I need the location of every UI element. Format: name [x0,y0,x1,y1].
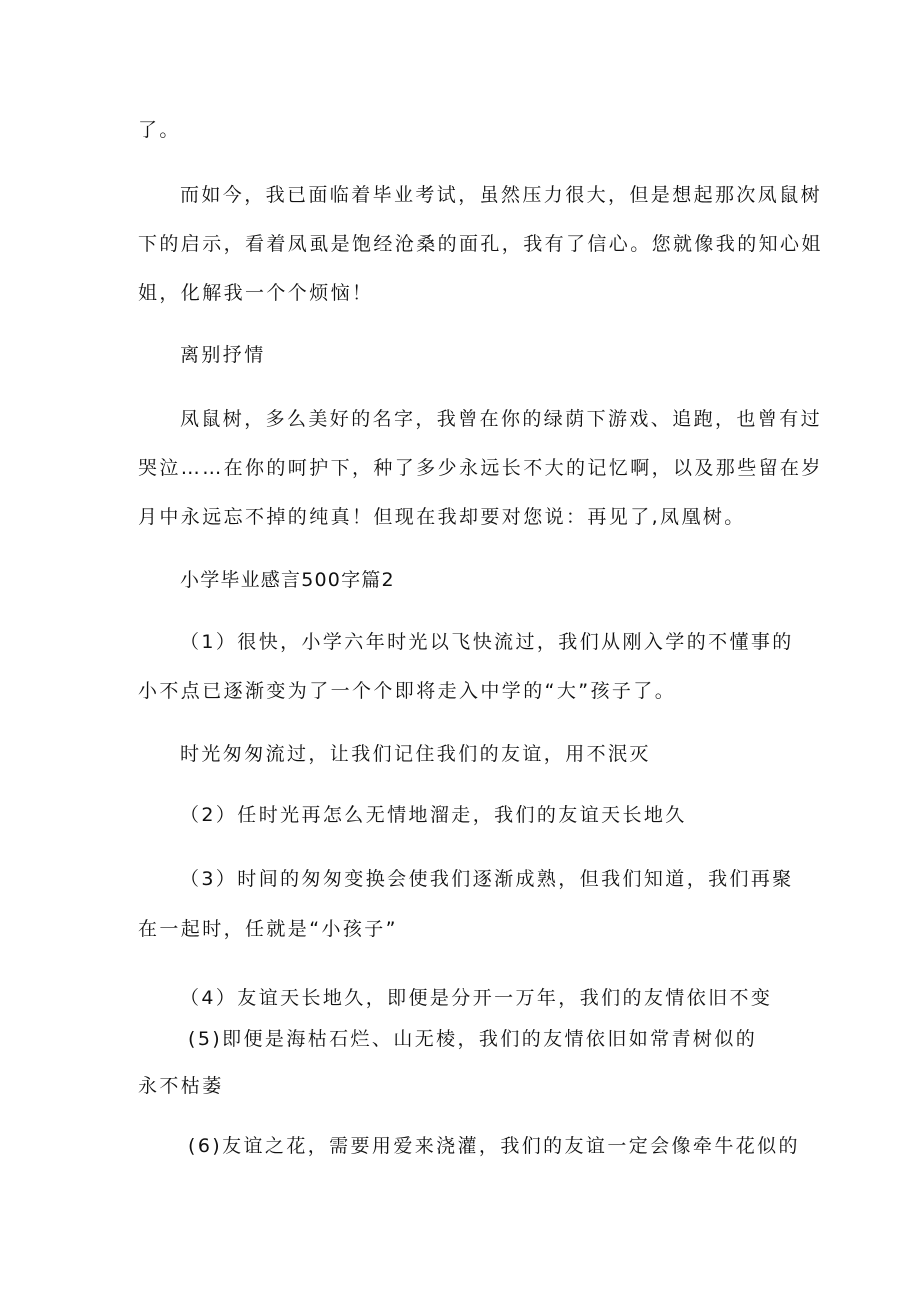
section-heading: 小学毕业感言500字篇2 [180,569,395,591]
text-line: （1）很快，小学六年时光以飞快流过，我们从刚入学的不懂事的 [180,631,794,653]
text-line: 月中永远忘不掉的纯真！但现在我却要对您说：再见了,凤凰树。 [138,506,746,528]
text-line: 哭泣……在你的呵护下，种了多少永远长不大的记忆啊，以及那些留在岁 [138,457,823,479]
text-line: （2）任时光再怎么无情地溜走，我们的友谊天长地久 [180,804,687,826]
text-line: 在一起时，任就是“小孩子” [138,918,398,940]
text-line: 姐，化解我一个个烦恼！ [138,282,374,304]
text-line: （3）时间的匆匆变换会使我们逐渐成熟，但我们知道，我们再聚 [180,868,794,890]
section-heading: 离别抒情 [180,344,266,366]
text-line: 而如今，我已面临着毕业考试，虽然压力很大，但是想起那次凤鼠树 [180,184,823,206]
text-line: (6)友谊之花，需要用爱来浇灌，我们的友谊一定会像牵牛花似的 [188,1135,800,1157]
text-line: 时光匆匆流过，让我们记住我们的友谊，用不泯灭 [180,743,651,765]
text-line: （4）友谊天长地久，即便是分开一万年，我们的友情依旧不变 [180,987,773,1009]
text-line: 了。 [138,119,181,141]
text-line: 小不点已逐渐变为了一个个即将走入中学的“大”孩子了。 [138,680,677,702]
text-line: 下的启示，看着凤虱是饱经沧桑的面孔，我有了信心。您就像我的知心姐 [138,233,823,255]
text-line: 永不枯萎 [138,1075,224,1097]
text-line: (5)即便是海枯石烂、山无棱，我们的友情依旧如常青树似的 [188,1028,758,1050]
text-line: 凤鼠树，多么美好的名字，我曾在你的绿荫下游戏、追跑，也曾有过 [180,408,823,430]
